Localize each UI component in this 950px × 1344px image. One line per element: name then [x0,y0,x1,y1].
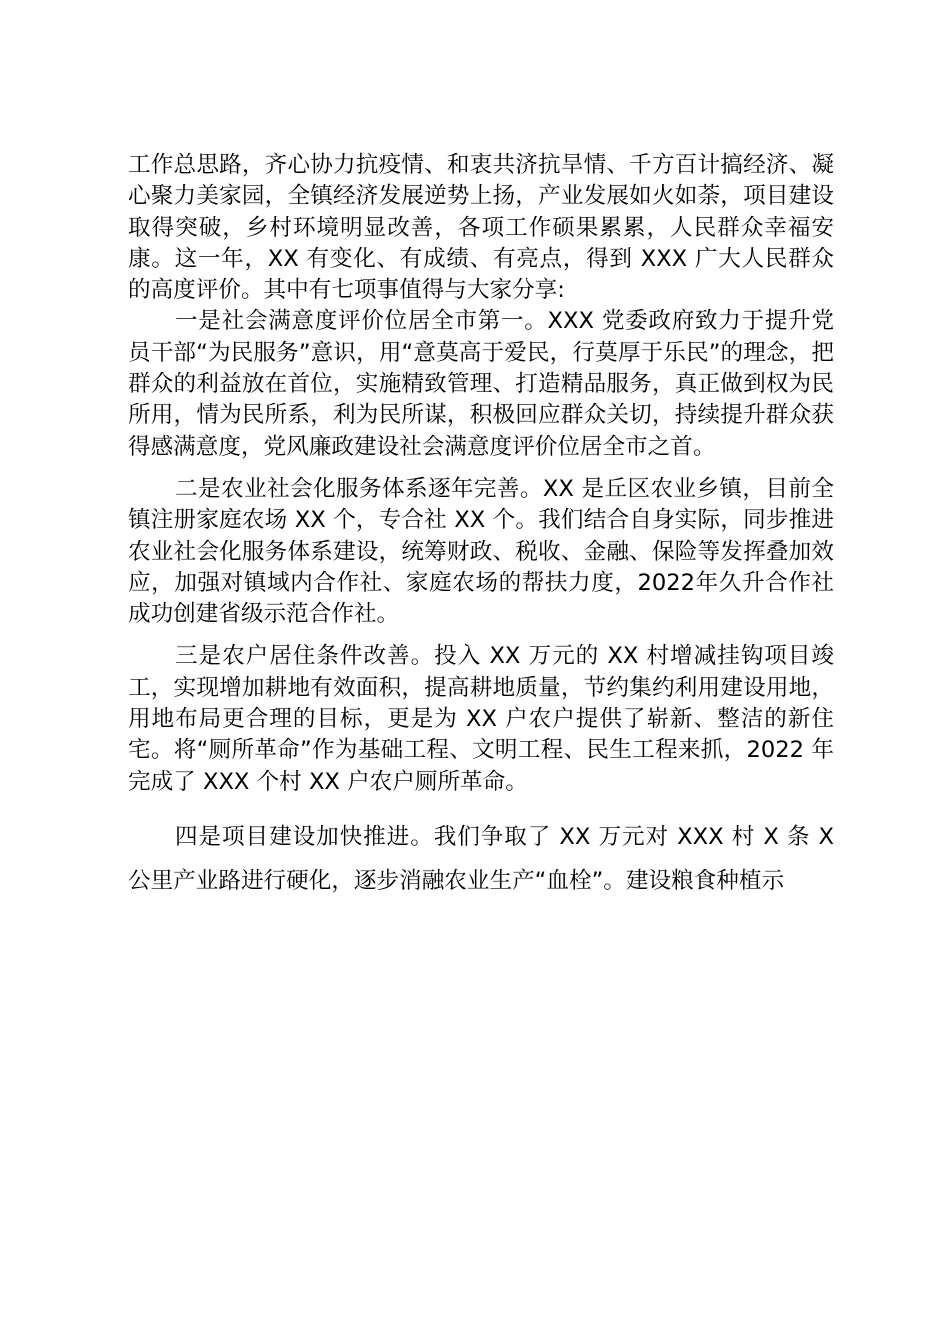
paragraph-body: XXX 党委政府致力于提升党员干部“为民服务”意识，用“意莫高于爱民，行莫厚于乐民”的理念，把群众的利益放在首位，实施精致管理、打造精品服务，真正做到权为民所用，情为民所系，利为民所谋，积极回应群众关切，持续提升群众获得感满意度，党风廉政建设社会满意度评价位居全市之首。 [128,308,834,460]
paragraph-item-1 [128,306,834,462]
paragraph-item-4 [128,815,834,903]
paragraph-intro [128,150,834,306]
paragraph-heading: 二是农业社会化服务体系逐年完善。 [175,475,543,502]
paragraph-item-3 [128,641,834,797]
paragraph-heading: 三是农户居住条件改善。 [175,643,435,670]
paragraph-body: XX 是丘区农业乡镇，目前全镇注册家庭农场 XX 个，专合社 XX 个。我们结合自身实际，同步推进农业社会化服务体系建设，统筹财政、税收、金融、保险等发挥叠加效应，加强对镇域内合作社、家庭农场的帮扶力度，2022年久升合作社成功创建省级示范合作社。 [128,475,835,628]
paragraph-heading: 四是项目建设加快推进。 [175,823,434,850]
paragraph-heading: 一是社会满意度评价位居全市第一。 [175,308,548,335]
document-page [128,150,834,903]
paragraph-item-2 [128,474,834,630]
paragraph-body: 投入 XX 万元的 XX 村增减挂钩项目竣工，实现增加耕地有效面积，提高耕地质量，节约集约利用建设用地，用地布局更合理的目标，更是为 XX 户农户提供了崭新、整洁的新住宅。将“厕所革命”作为基础工程、文明工程、民生工程来抓，2022 年完成了 XXX 个村 XX 户农户厕所革命。 [128,643,835,795]
paragraph-body: 我们争取了 XX 万元对 XXX 村 X 条 X 公里产业路进行硬化，逐步消融农业生产“血栓”。建设粮食种植示 [128,823,835,894]
paragraph-body: 工作总思路，齐心协力抗疫情、和衷共济抗旱情、千方百计搞经济、凝心聚力美家园，全镇经济发展逆势上扬，产业发展如火如荼，项目建设取得突破，乡村环境明显改善，各项工作硕果累累，人民群众幸福安康。这一年，XX 有变化、有成绩、有亮点，得到 XXX 广大人民群众的高度评价。其中有七项事值得与大家分享: [128,152,834,304]
